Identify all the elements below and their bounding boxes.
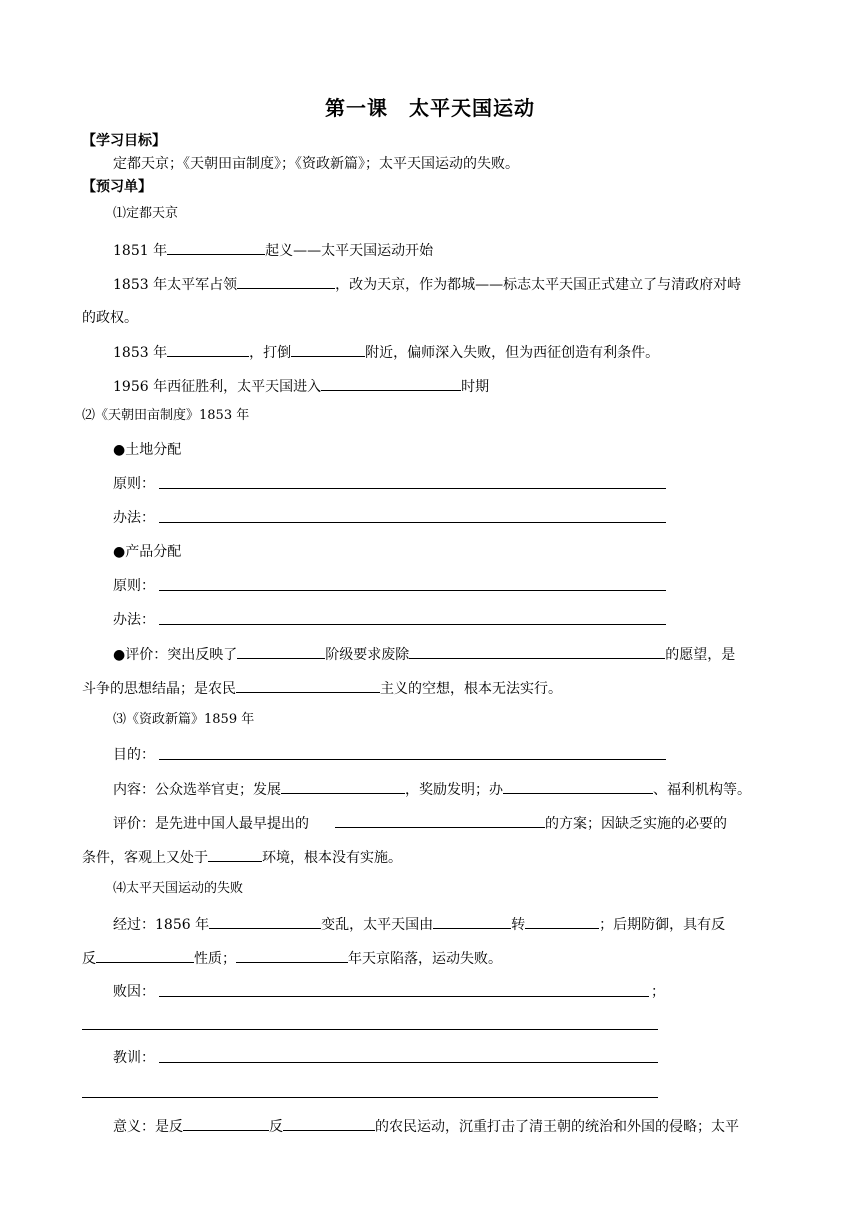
fill-blank[interactable] [291,342,365,357]
objectives-heading: 【学习目标】 [82,133,166,149]
s3-eval-text-b: 的方案；因缺乏实施的必要的 [545,816,727,832]
fill-blank[interactable] [183,1116,269,1131]
s1-line-4 [113,376,489,397]
s3-eval-text-d: 环境，根本没有实施。 [262,850,402,866]
s1-line-2-cont: 的政权。 [82,310,138,326]
s2-eval-text-e: 主义的空想，根本无法实行。 [380,681,562,697]
s4-meaning-line [113,1116,739,1137]
land-method-label: 办法： [113,510,155,526]
fill-blank[interactable] [503,779,653,794]
s4-p-text-e: 反 [82,951,96,967]
s3-evaluation-line-2 [82,847,402,868]
s1-l4-text-b: 时期 [461,379,490,395]
s1-line-1 [113,240,433,261]
land-distribution-heading: ●土地分配 [113,442,182,458]
fill-blank[interactable] [237,274,335,289]
product-distribution-heading: ●产品分配 [113,544,182,560]
s1-line-2 [113,274,741,295]
page-title: 第一课 太平天国运动 [325,96,535,120]
fill-line[interactable] [159,624,666,625]
section-2-heading: ⑵《天朝田亩制度》1853 年 [82,408,250,423]
s1-l4-text-a: 1956 年西征胜利，太平天国进入 [113,379,322,395]
s4-meaning-text-a: 意义：是反 [113,1119,183,1135]
s4-meaning-text-b: 反 [269,1119,283,1135]
fill-line[interactable] [159,759,666,760]
s2-eval-text-a: ●评价：突出反映了 [113,647,238,663]
fill-blank[interactable] [208,847,262,862]
preview-heading: 【预习单】 [82,179,152,195]
objectives-text: 定都天京；《天朝田亩制度》；《资政新篇》；太平天国运动的失败。 [113,156,519,172]
fill-blank[interactable] [237,644,325,659]
fill-line[interactable] [159,1062,658,1063]
s2-evaluation-line-1 [113,644,735,665]
s1-l1-text-a: 1851 年 [113,243,168,259]
fill-blank[interactable] [209,914,321,929]
s4-p-text-g: 年天京陷落，运动失败。 [348,951,502,967]
s4-process-line-2 [82,948,502,969]
s4-cause-label: 败因： [113,984,155,1000]
s4-process-line-1 [113,914,725,935]
fill-blank[interactable] [409,644,665,659]
fill-blank[interactable] [96,948,194,963]
fill-blank[interactable] [433,914,511,929]
s3-purpose-label: 目的： [113,747,155,763]
fill-blank[interactable] [281,779,405,794]
s4-p-text-b: 变乱，太平天国由 [321,917,434,933]
s4-p-text-f: 性质； [194,951,236,967]
fill-blank[interactable] [321,376,461,391]
fill-line[interactable] [82,1097,658,1098]
section-1-heading: ⑴定都天京 [113,206,179,221]
s4-cause-end: ； [651,984,665,1000]
s4-meaning-text-c: 的农民运动，沉重打击了清王朝的统治和外国的侵略；太平 [375,1119,739,1135]
s2-eval-text-b: 阶级要求废除 [325,647,410,663]
s4-p-text-a: 经过：1856 年 [113,917,210,933]
product-method-label: 办法： [113,612,155,628]
s4-lesson-label: 教训： [113,1050,155,1066]
fill-line[interactable] [159,590,666,591]
s2-eval-text-d: 斗争的思想结晶；是农民 [82,681,236,697]
s1-l1-text-b: 起义——太平天国运动开始 [265,243,434,259]
s1-line-3 [113,342,659,363]
s1-l2-text-b: ，改为天京，作为都城——标志太平天国正式建立了与清政府对峙 [335,277,742,293]
s1-l3-text-a: 1853 年 [113,345,168,361]
s4-p-text-c: 转 [511,917,526,933]
s3-eval-text-a: 评价：是先进中国人最早提出的 [113,816,309,832]
s1-l3-text-c: 附近，偏师深入失败，但为西征创造有利条件。 [365,345,660,361]
fill-blank[interactable] [167,342,249,357]
s4-p-text-d: ；后期防御，具有反 [599,917,726,933]
s3-content-text-a: 内容：公众选举官吏；发展 [113,782,281,798]
s3-content-text-b: ，奖励发明；办 [405,782,503,798]
s3-evaluation-line-1 [113,813,727,834]
s1-l3-text-b: ，打倒 [249,345,292,361]
s2-eval-text-c: 的愿望，是 [665,647,736,663]
s3-eval-text-c: 条件，客观上又处于 [82,850,208,866]
fill-blank[interactable] [525,914,599,929]
s3-content-text-c: 、福利机构等。 [653,782,751,798]
fill-blank[interactable] [167,240,265,255]
fill-blank[interactable] [236,678,380,693]
fill-line[interactable] [159,996,649,997]
fill-blank[interactable] [283,1116,375,1131]
fill-blank[interactable] [236,948,348,963]
s3-content-line [113,779,751,800]
product-principle-label: 原则： [113,578,155,594]
land-principle-label: 原则： [113,476,155,492]
s2-evaluation-line-2 [82,678,562,699]
fill-line[interactable] [82,1029,658,1030]
section-4-heading: ⑷太平天国运动的失败 [113,881,244,896]
fill-blank[interactable] [335,813,545,828]
s1-l2-text-a: 1853 年太平军占领 [113,277,238,293]
fill-line[interactable] [159,522,666,523]
fill-line[interactable] [159,488,666,489]
section-3-heading: ⑶《资政新篇》1859 年 [113,712,255,727]
